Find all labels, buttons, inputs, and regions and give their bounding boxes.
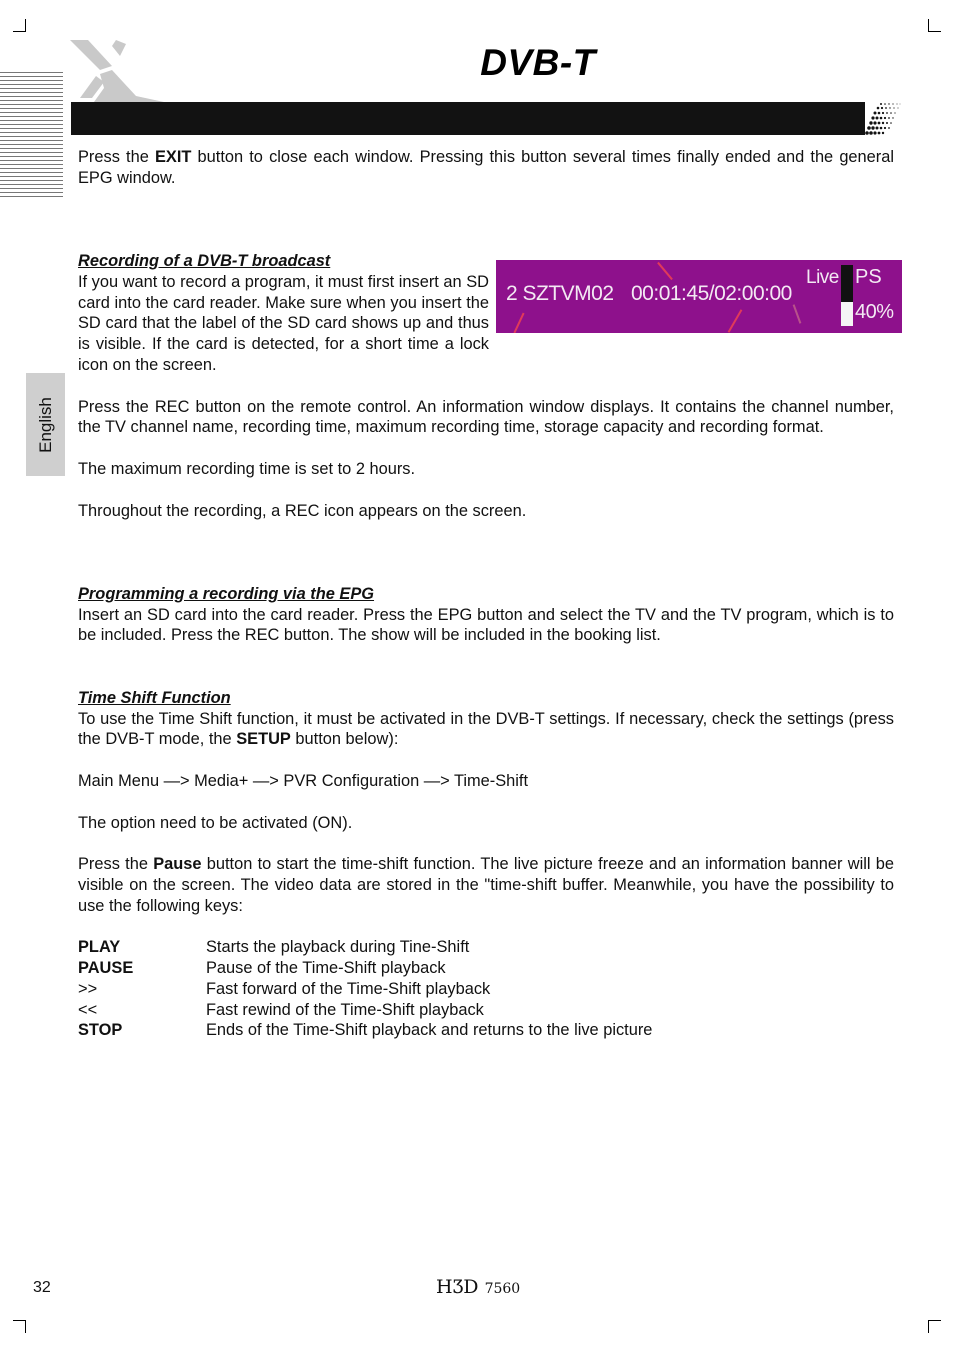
language-tab <box>26 373 65 476</box>
pause-text-after: button to start the time-shift function. The live picture freeze and an information banner will be visible on the screen. The video data are stored in the "time-shift buffer. Meanwhile, you have the possibility to use the following keys: <box>78 855 894 915</box>
timeshift-paragraph-1 <box>78 709 894 751</box>
osd-channel: 2 SZTVM02 <box>506 281 614 305</box>
crop-mark-top-right <box>928 19 941 32</box>
header-bar <box>71 102 865 135</box>
epg-paragraph: Insert an SD card into the card reader. Press the EPG button and select the TV and the TV program, which is to be included. Press the REC button. The show will be included in the booking list. <box>78 605 894 645</box>
pause-keyword: Pause <box>153 855 202 874</box>
key-list <box>78 937 894 1041</box>
intro-text-after: button to close each window. Pressing this button several times finally ended and the general EPG window. <box>78 148 894 187</box>
key-pause: PAUSE <box>78 959 134 978</box>
osd-format: PS <box>855 265 882 288</box>
setup-keyword: SETUP <box>236 730 291 749</box>
timeshift-text-before: To use the Time Shift function, it must be activated in the DVB-T settings. If necessary, check the settings (press the DVB-T mode, the <box>78 709 894 749</box>
key-pause-desc: Pause of the Time-Shift playback <box>206 959 446 978</box>
recording-section <box>78 251 894 376</box>
main-content <box>78 147 894 1041</box>
crop-mark-bottom-right <box>928 1320 941 1333</box>
model-number: 7560 <box>484 1281 521 1297</box>
language-label: English <box>35 396 55 453</box>
recording-paragraph-3: The maximum recording time is set to 2 hours. <box>78 459 416 478</box>
osd-recording-time: 00:01:45/02:00:00 <box>631 281 792 305</box>
key-fast-rewind-desc: Fast rewind of the Time-Shift playback <box>206 1000 484 1019</box>
timeshift-text-after: button below): <box>290 730 399 749</box>
page-number: 32 <box>33 1279 51 1296</box>
timeshift-paragraph-3 <box>78 854 894 916</box>
osd-live-label: Live <box>806 266 839 288</box>
key-play: PLAY <box>78 938 121 957</box>
key-play-desc: Starts the playback during Tine-Shift <box>206 938 470 957</box>
pause-text-before: Press the <box>78 855 154 874</box>
recording-paragraph-2: Press the REC button on the remote control. An information window displays. It contains the channel number, the TV channel name, recording time, maximum recording time, storage capacity and recording format. <box>78 397 894 437</box>
recording-info-banner <box>496 260 902 333</box>
exit-keyword: EXIT <box>154 148 192 166</box>
page-title: DVB-T <box>480 42 596 83</box>
key-fast-rewind: << <box>78 1000 98 1019</box>
epg-heading: Programming a recording via the EPG <box>78 584 375 603</box>
menu-path: Main Menu —> Media+ —> PVR Configuration —> Time-Shift <box>78 771 529 790</box>
intro-paragraph <box>78 147 894 189</box>
key-fast-forward-desc: Fast forward of the Time-Shift playback <box>206 979 491 998</box>
key-fast-forward: >> <box>78 979 98 998</box>
recording-heading: Recording of a DVB-T broadcast <box>78 251 331 270</box>
crop-mark-bottom-left <box>13 1320 26 1333</box>
timeshift-heading: Time Shift Function <box>78 688 231 707</box>
recording-paragraph-1: If you want to record a program, it must first insert an SD card into the card reader. Make sure when you insert the SD card that the label of the SD card shows up and thus is visible. If the card is detected, for a short time a lock icon on the screen. <box>78 272 489 374</box>
timeshift-paragraph-2: The option need to be activated (ON). <box>78 813 353 832</box>
osd-capacity-meter <box>841 265 853 326</box>
intro-text-before: Press the <box>78 148 155 166</box>
decorative-side-lines <box>0 72 63 200</box>
model-logo-text: HƷD <box>436 1276 479 1298</box>
key-stop-desc: Ends of the Time-Shift playback and returns to the live picture <box>206 1021 653 1040</box>
model-name <box>436 1276 520 1298</box>
recording-paragraph-4: Throughout the recording, a REC icon appears on the screen. <box>78 501 527 520</box>
key-stop: STOP <box>78 1021 123 1040</box>
header-dot-pattern <box>862 102 902 135</box>
osd-capacity: 40% <box>855 300 894 323</box>
crop-mark-top-left <box>13 19 26 32</box>
